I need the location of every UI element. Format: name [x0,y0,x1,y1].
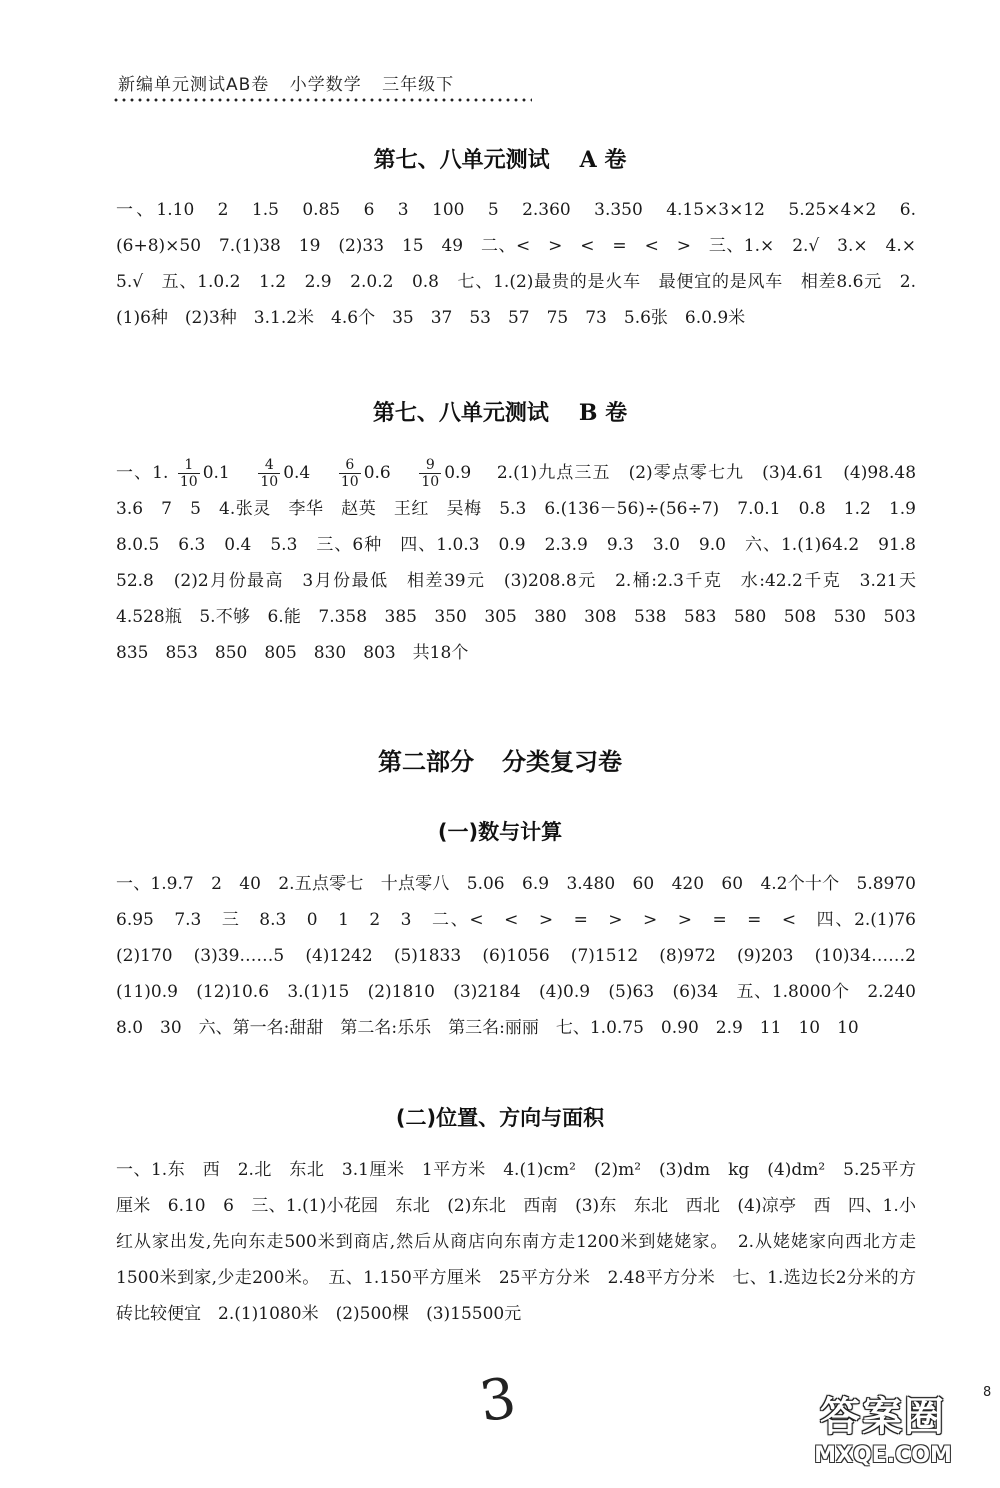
section-one-title-text: (一)数与计算 [437,820,563,844]
fraction: $\frac{1}{10}$ [179,457,198,490]
unit-b-title-text: 第七、八单元测试 [372,401,549,426]
watermark-logo: 答案圈 [820,1394,946,1440]
unit-b-answers [116,455,934,671]
unit-a-answers [116,192,933,336]
unit-a-title [0,143,1000,174]
decimal-value: 0.9 [444,463,472,483]
header-dotted-rule [112,98,532,102]
section-two-answers [116,1152,916,1332]
fraction: $\frac{4}{10}$ [260,457,279,490]
watermark-site: MXQE.COM [814,1443,952,1468]
section-one-answers [116,866,933,1046]
decimal-value: 0.1 [202,463,230,483]
unit-b-answer-text: 2.(1)九点三五 (2)零点零七九 (3)4.61 (4)98.48 3.6 7 5 4.张灵 李华 赵英 王红 吴梅 5.3 6.(136－56)÷(56÷7) 7.0.1 0.8 1.2 1.9 8.0.5 6.3 0.4 5.3 三、6种 四、1.0.3 0.9 2.3.9 9.3 3.0 9.0 六、1.(1)64.2 91.8 52.8 (2)2月份最高 3月份最低 相差39元 (3)208.8元 2.桶:2.3千克 水:42.2千克 3.21天 4.528瓶 5.不够 6.能 7.358 385 350 305 380 308 538 583 580 508 530 503 835 853 850 805 830 803 共18个 [116,463,934,663]
unit-a-tag: A 卷 [579,147,627,173]
fraction: $\frac{9}{10}$ [421,457,440,490]
section-two-title-text: (二)位置、方向与面积 [395,1106,605,1130]
decimal-value: 0.6 [363,463,391,483]
handwritten-page-number: 3 [475,1365,520,1436]
section-one-answer-text: 一、1.9.7 2 40 2.五点零七 十点零八 5.06 6.9 3.480 60 420 60 4.2个十个 5.8970 6.95 7.3 三 8.3 0 1 2 3 二、< < > = > > > = = < 四、2.(1)76 (2)170 (3)39……5 (4)1242 (5)1833 (6)1056 (7)1512 (8)972 (9)203 (10)34……2 (11)0.9 (12)10.6 3.(1)15 (2)1810 (3)2184 (4)0.9 (5)63 (6)34 五、1.8000个 2.240 8.0 30 六、第一名:甜甜 第二名:乐乐 第三名:丽丽 七、1.0.75 0.90 2.9 11 10 10 [116,874,933,1038]
part-two-title [0,742,1000,777]
section-two-title [0,1102,1000,1132]
watermark-side-digit: 8 [983,1385,992,1400]
part-two-label: 第二部分 [378,748,474,776]
section-one-title [0,816,1000,846]
subject-name: 小学数学 [289,75,362,95]
unit-a-answer-text: 一、1.10 2 1.5 0.85 6 3 100 5 2.360 3.350 4.15×3×12 5.25×4×2 6.(6+8)×50 7.(1)38 19 (2)33 15 49 二、< > < = < > 三、1.× 2.√ 3.× 4.× 5.√ 五、1.0.2 1.2 2.9 2.0.2 0.8 七、1.(2)最贵的是火车 最便宜的是风车 相差8.6元 2.(1)6种 (2)3种 3.1.2米 4.6个 35 37 53 57 75 73 5.6张 6.0.9米 [116,200,933,328]
decimal-value: 0.4 [283,463,311,483]
series-name: 新编单元测试AB卷 [118,75,270,95]
page-header [118,70,468,95]
unit-b-title [0,396,1000,427]
unit-a-title-text: 第七、八单元测试 [373,148,550,173]
unit-b-tag: B 卷 [578,400,628,426]
fraction: $\frac{6}{10}$ [340,457,359,490]
unit-b-lead: 一、1. [116,463,169,483]
section-two-answer-text: 一、1.东 西 2.北 东北 3.1厘米 1平方米 4.(1)cm² (2)m² (3)dm kg (4)dm² 5.25平方厘米 6.10 6 三、1.(1)小花园 东北 (2)东北 西南 (3)东 东北 西北 (4)凉亭 西 四、1.小红从家出发,先向东走500米到商店,然后从商店向东南方走1200米到姥姥家。 2.从姥姥家向西北方走1500米到家,少走200米。 五、1.150平方厘米 25平方分米 2.48平方分米 七、1.选边长2分米的方砖比较便宜 2.(1)1080米 (2)500棵 (3)15500元 [116,1160,916,1324]
watermark [768,1385,998,1480]
grade-name: 三年级下 [382,75,455,95]
part-two-subtitle: 分类复习卷 [502,748,622,776]
